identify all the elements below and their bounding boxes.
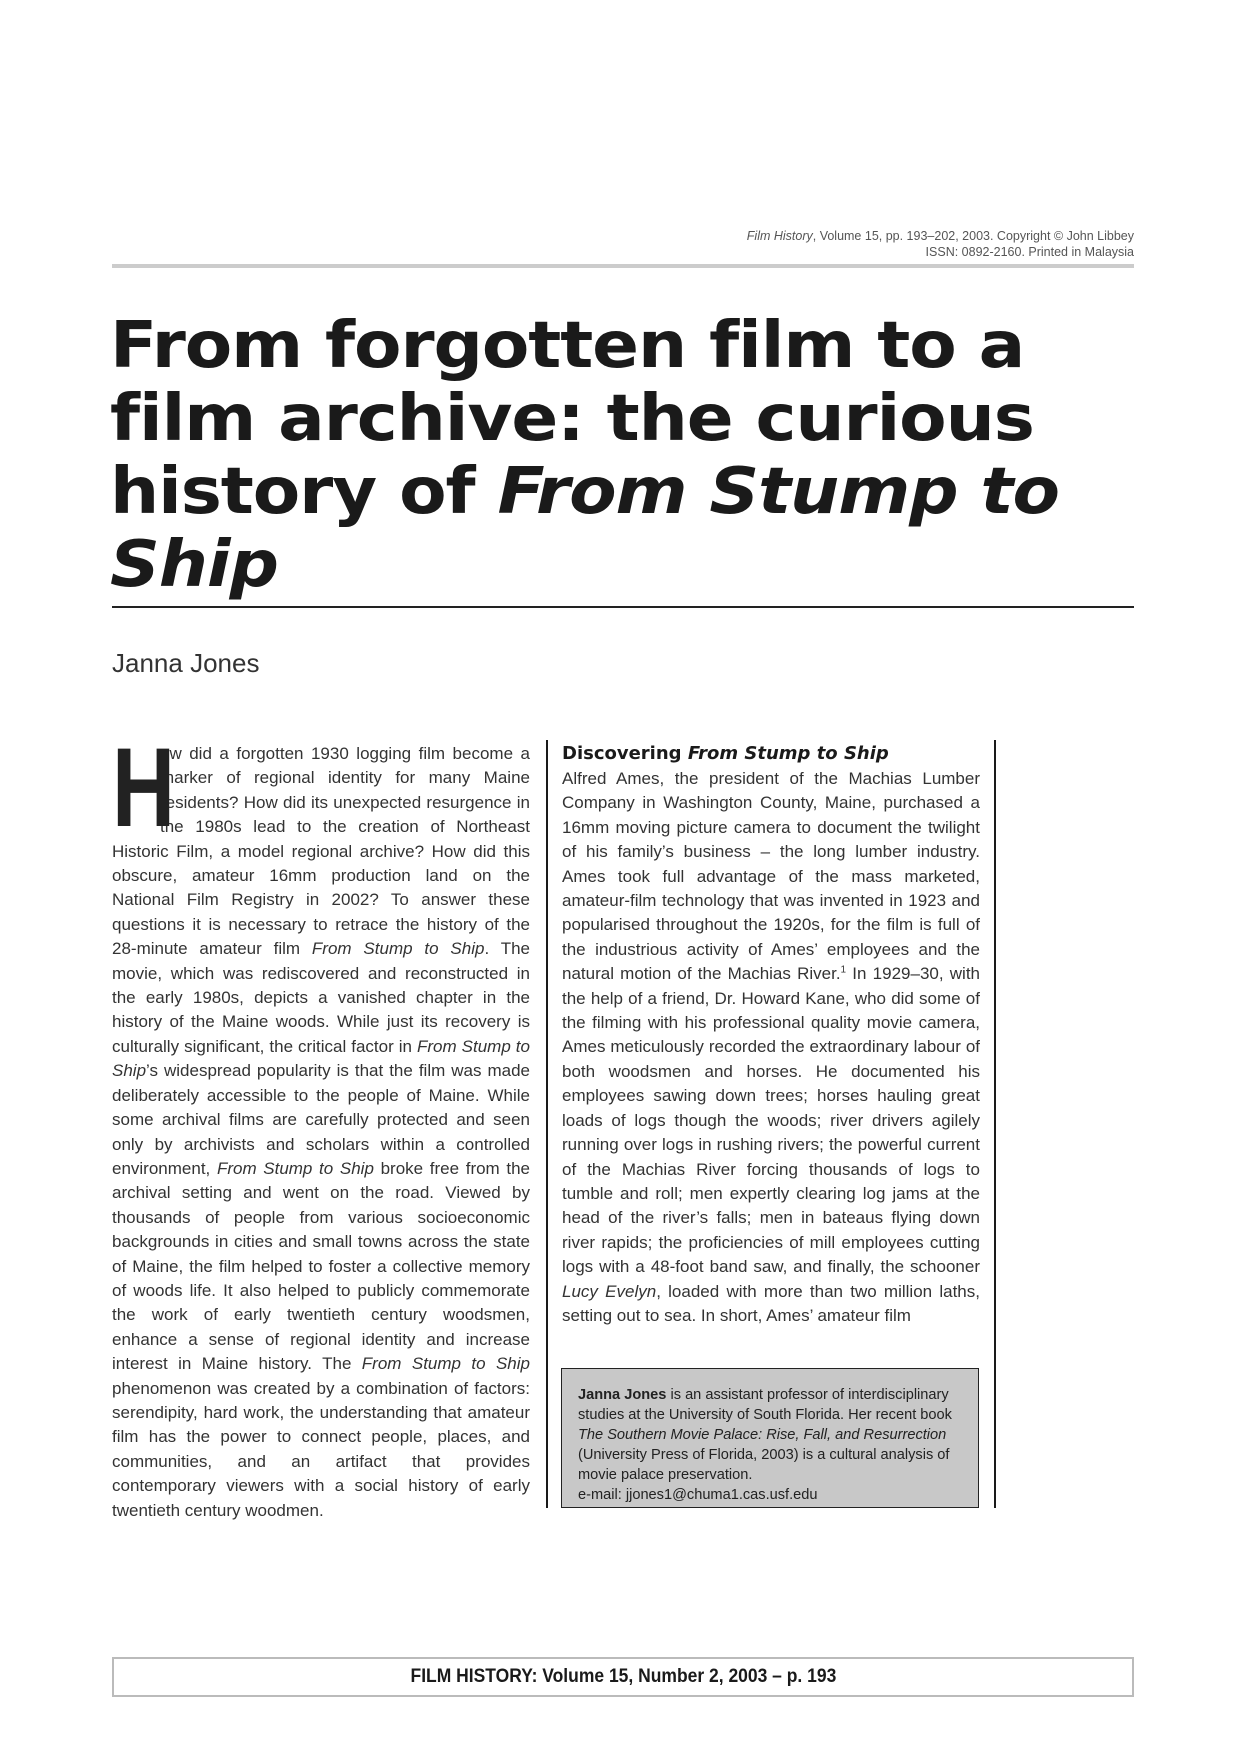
- footer-citation: FILM HISTORY: Volume 15, Number 2, 2003 – p. 193: [410, 1666, 836, 1687]
- running-head-line-2: ISSN: 0892-2160. Printed in Malaysia: [925, 245, 1134, 259]
- film-title-inline: From Stump to Ship: [311, 939, 485, 959]
- page-footer: [112, 1657, 1134, 1697]
- left-column-body: [112, 725, 531, 1520]
- article-title: From forgotten film to a film archive: the curious history of From Stump to Ship: [110, 309, 1059, 602]
- footnote-ref[interactable]: 1: [840, 964, 847, 976]
- book-title: The Southern Movie Palace: Rise, Fall, and Resurrection: [578, 1427, 947, 1443]
- ship-name: Lucy Evelyn: [562, 1281, 657, 1301]
- film-title: From Stump to Ship: [110, 455, 1059, 602]
- film-title-inline: From Stump to Ship: [361, 1354, 530, 1374]
- film-title-inline: From Stump to Ship: [112, 1036, 530, 1081]
- author-email[interactable]: e-mail: jjones1@chuma1.cas.usf.edu: [578, 1487, 818, 1503]
- film-title-inline: From Stump to Ship: [216, 1158, 374, 1178]
- drop-cap: H: [112, 725, 176, 850]
- section-heading: Discovering From Stump to Ship: [562, 743, 889, 764]
- journal-name: Film History: [746, 229, 813, 243]
- top-rule: [112, 264, 1134, 268]
- body-text: ow did a forgotten 1930 logging film become a marker of regional identity for many Maine residents? How did its unexpected resurgence in the 1980s lead to the creation of Northeast Historic Film, a model regional archive? How did this obscure, amateur 16mm production land on the National Film Registry in 2002? To answer these questions it is necessary to retrace the history of the 28-minute amateur film: [112, 744, 530, 959]
- right-column-body: Alfred Ames, the president of the Machias Lumber Company in Washington County, Maine, purchased a 16mm moving picture camera to document the twilight of his family’s business – the long lumber industry. Ames took full advantage of the mass marketed, amateur-film technology that was invented in 1923 and popularised throughout the 1920s, for the film is full of the industrious activity of Ames’ employees and the natural motion of the Machias River.$^1$ In 1929–30, with the help of a friend, Dr. Howard Kane, who did some of the filming with his professional quality movie camera, Ames meticulously recorded the extraordinary labour of both woodsmen and horses. He documented his employees sawing down trees; horses hauling great loads of logs though the woods; river drivers agilely running over logs in rushing rivers; the powerful current of the Machias River forcing thousands of logs to tumble and roll; men expertly clearing log jams at the head of the river’s falls; men in bateaus flying down river rapids; the proficiencies of mill employees cutting logs with a 48-foot band saw, and finally, the schooner Lucy Evelyn, loaded with more than two million laths, setting out to sea. In short, Ames’ amateur film: [562, 769, 981, 1325]
- body-text: . The movie, which was rediscovered and reconstructed in the early 1980s, depicts a vanished chapter in the history of the Maine woods. While just its recovery is culturally significant, the critical factor in: [112, 939, 530, 1056]
- running-head: [747, 228, 1134, 260]
- right-column: [562, 742, 980, 1328]
- bio-name: Janna Jones: [578, 1387, 667, 1403]
- author-name: Janna Jones: [112, 648, 260, 678]
- body-text: ’s widespread popularity is that the film was made deliberately accessible to the people of Maine. While some archival films are carefully protected and seen only by archivists and scholars within a controlled environment,: [112, 1061, 530, 1178]
- body-text: phenomenon was created by a combination of factors: serendipity, hard work, the understanding that amateur film has the power to connect people, places, and communities, and an artifact that provides contemporary viewers with a social history of early twentieth century woodmen.: [112, 1378, 530, 1520]
- title-rule: [112, 606, 1134, 608]
- running-head-line-1: Film History, Volume 15, pp. 193–202, 2003. Copyright © John Libbey: [746, 229, 1134, 243]
- body-text: broke free from the archival setting and went on the road. Viewed by thousands of people from various socioeconomic backgrounds in cities and small towns across the state of Maine, the film helped to foster a collective memory of woods life. It also helped to publicly commemorate the work of early twentieth century woodsmen, enhance a sense of regional identity and increase interest in Maine history. The: [112, 1158, 531, 1374]
- left-column: [112, 725, 531, 1523]
- author-bio-box: Janna Jones is an assistant professor of interdisciplinary studies at the University of South Florida. Her recent book The Southern Movie Palace: Rise, Fall, and Resurrection (University Press of Florida, 2003) is a cultural analysis of movie palace preservation. e-mail: jjones1@chuma1.cas.usf.edu: [561, 1368, 979, 1508]
